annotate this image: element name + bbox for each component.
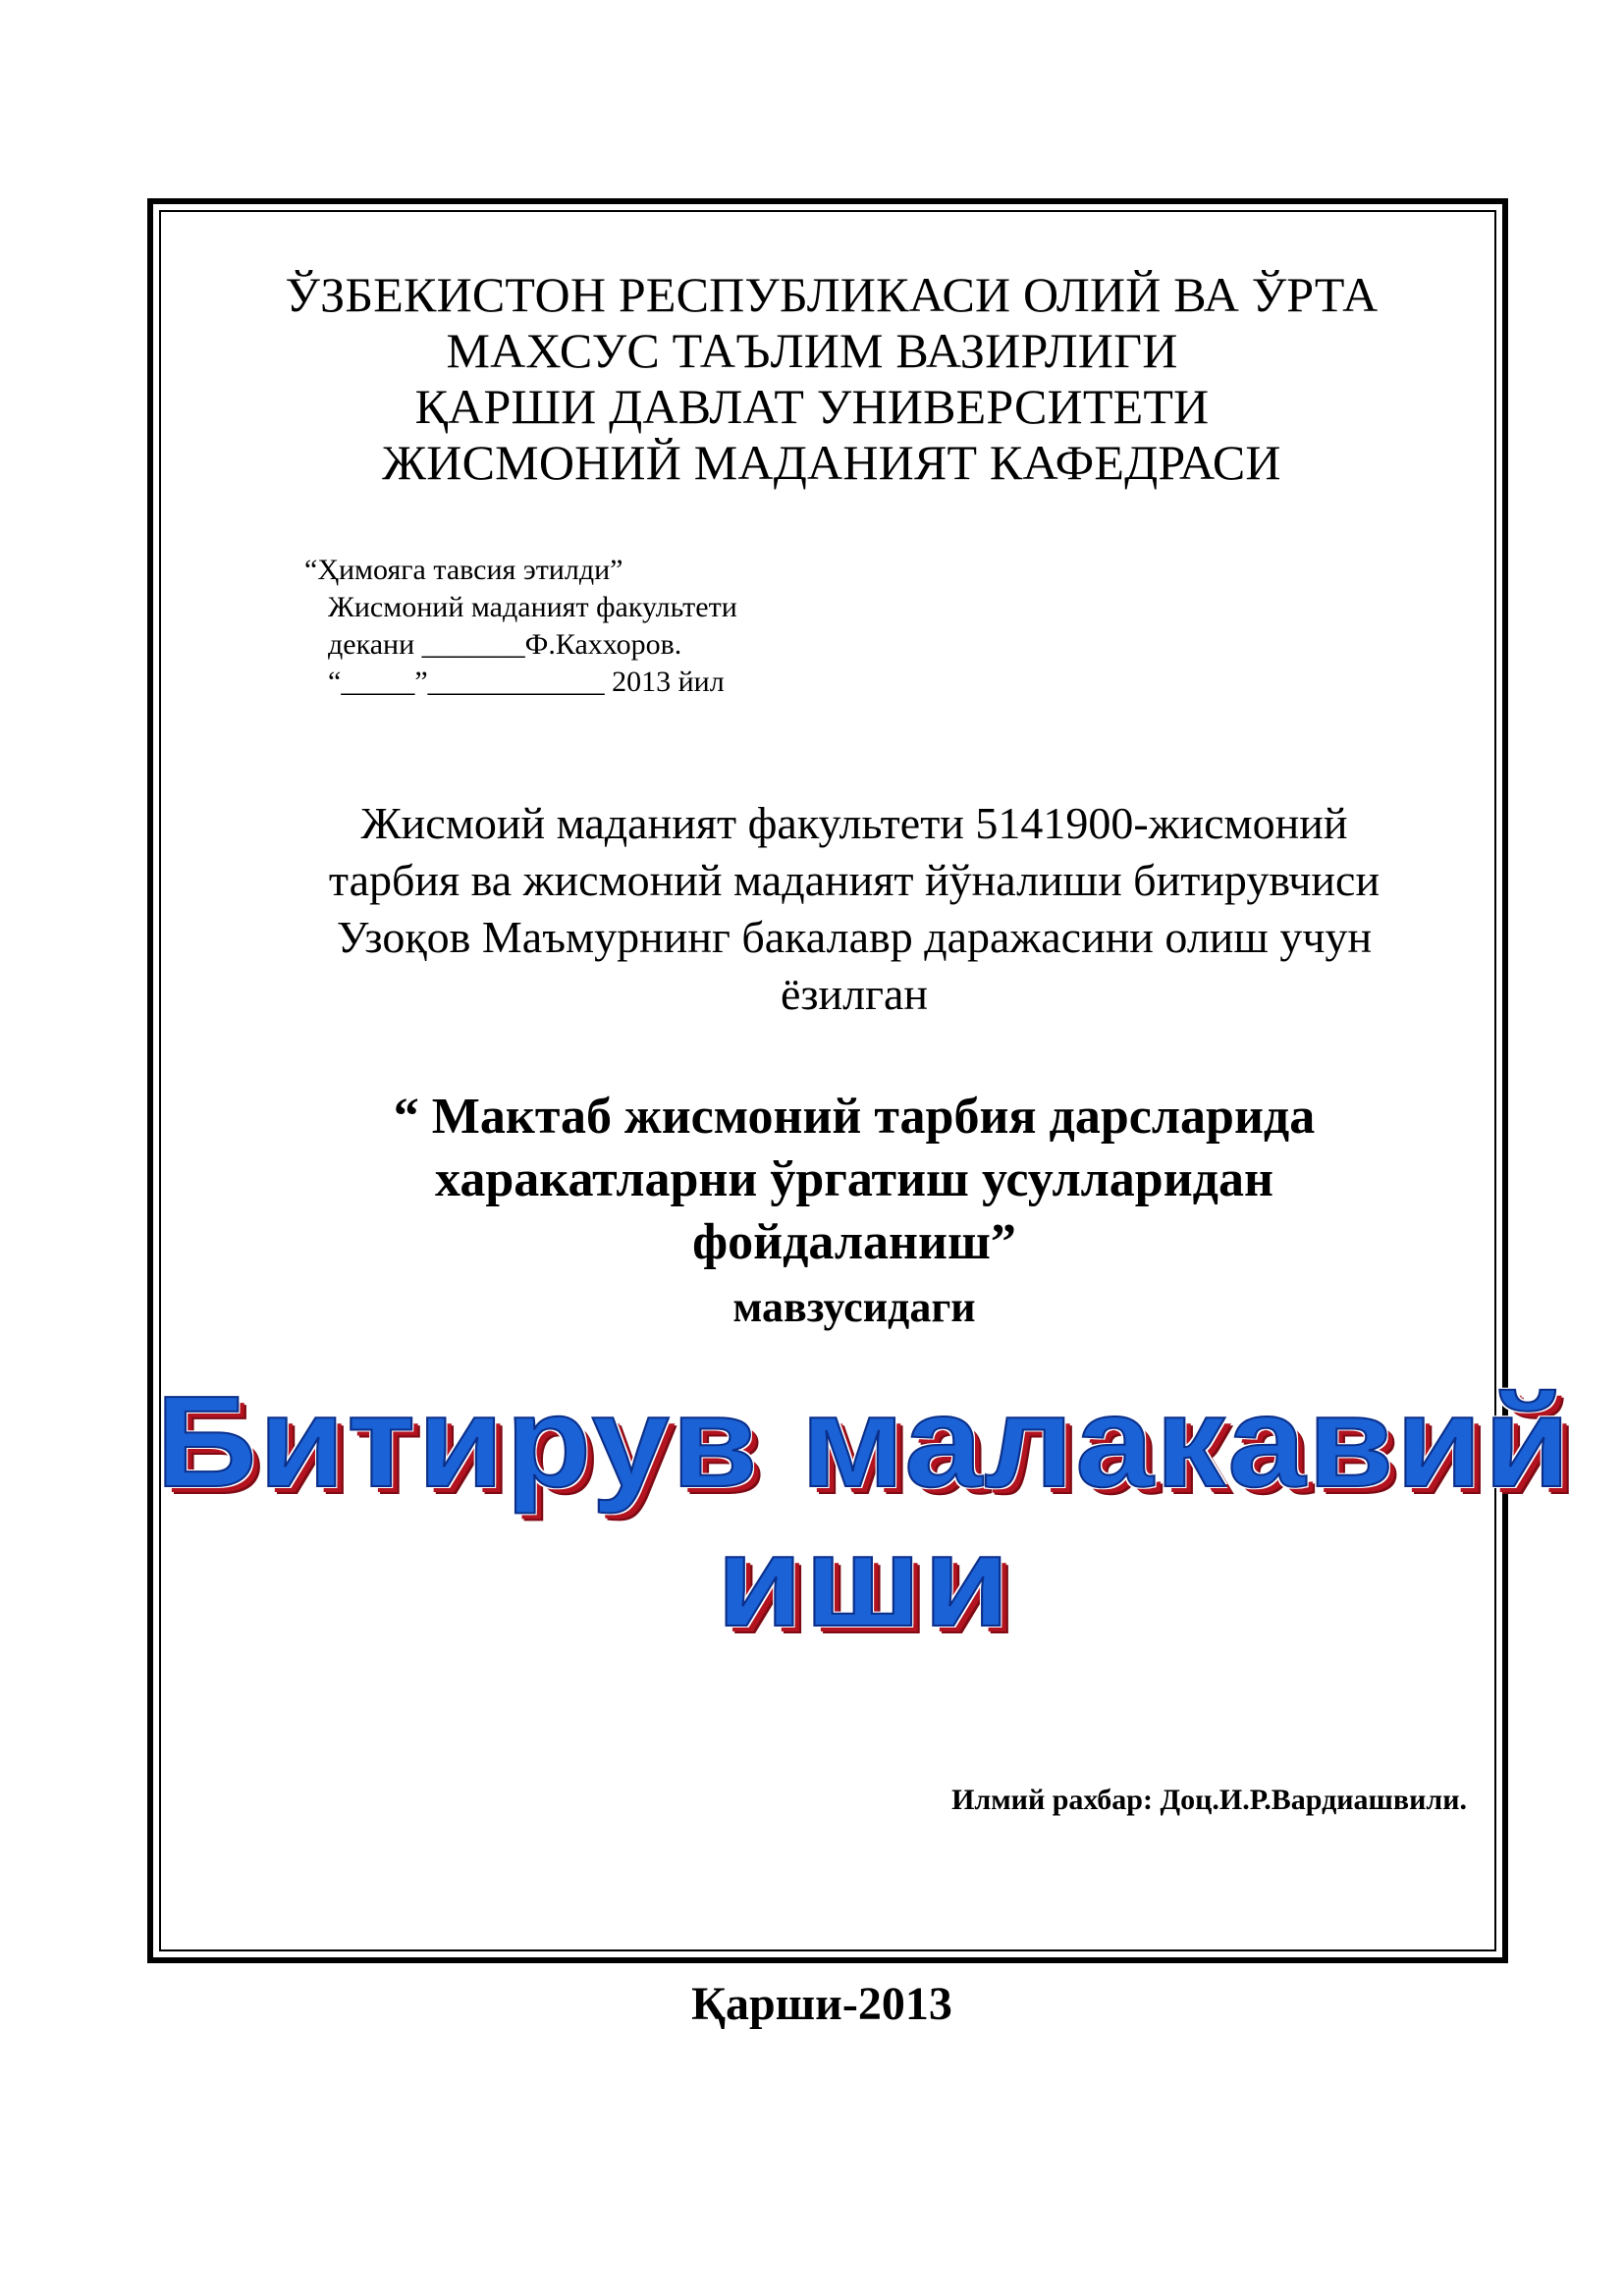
approval-line-3: декани _______Ф.Каххоров. bbox=[328, 628, 682, 661]
intro-line-3: Узоқов Маъмурнинг бакалавр даражасини олиш учун bbox=[336, 912, 1373, 962]
intro-paragraph bbox=[226, 795, 1483, 1023]
approval-block bbox=[304, 552, 737, 701]
header-line-3: ҚАРШИ ДАВЛАТ УНИВЕРСИТЕТИ bbox=[414, 379, 1210, 434]
approval-line-1: “Ҳимояга тавсия этилди” bbox=[304, 554, 623, 586]
approval-line-2: Жисмоний маданият факультети bbox=[328, 591, 737, 623]
topic-line-3: фойдаланиш” bbox=[692, 1214, 1016, 1270]
topic-line-2: харакатларни ўргатиш усулларидан bbox=[435, 1151, 1273, 1207]
intro-line-2: тарбия ва жисмоний маданият йўналиши битирувчиси bbox=[328, 855, 1380, 905]
header-line-1: ЎЗБЕКИСТОН РЕСПУБЛИКАСИ ОЛИЙ ВА ЎРТА bbox=[285, 267, 1379, 322]
approval-line-4: “_____”____________ 2013 йил bbox=[328, 666, 725, 698]
document-title-wordart bbox=[143, 1369, 1586, 1653]
title-line-1: Битирув малакавий bbox=[155, 1369, 1573, 1514]
intro-line-4: ёзилган bbox=[780, 969, 929, 1019]
ministry-header bbox=[0, 267, 1624, 491]
topic-line-1: “ Мактаб жисмоний тарбия дарсларида bbox=[393, 1089, 1316, 1145]
thesis-topic bbox=[226, 1086, 1483, 1274]
topic-suffix: мавзусидаги bbox=[732, 1283, 976, 1331]
city-year: Қарши-2013 bbox=[691, 1978, 952, 2030]
title-line-2: иши bbox=[716, 1509, 1012, 1653]
header-line-2: МАХСУС ТАЪЛИМ ВАЗИРЛИГИ bbox=[446, 323, 1178, 378]
header-line-4: ЖИСМОНИЙ МАДАНИЯТ КАФЕДРАСИ bbox=[382, 435, 1281, 490]
intro-line-1: Жисмоий маданият факультети 5141900-жисмоний bbox=[360, 798, 1348, 848]
supervisor-line: Илмий рахбар: Доц.И.Р.Вардиашвили. bbox=[951, 1784, 1467, 1816]
